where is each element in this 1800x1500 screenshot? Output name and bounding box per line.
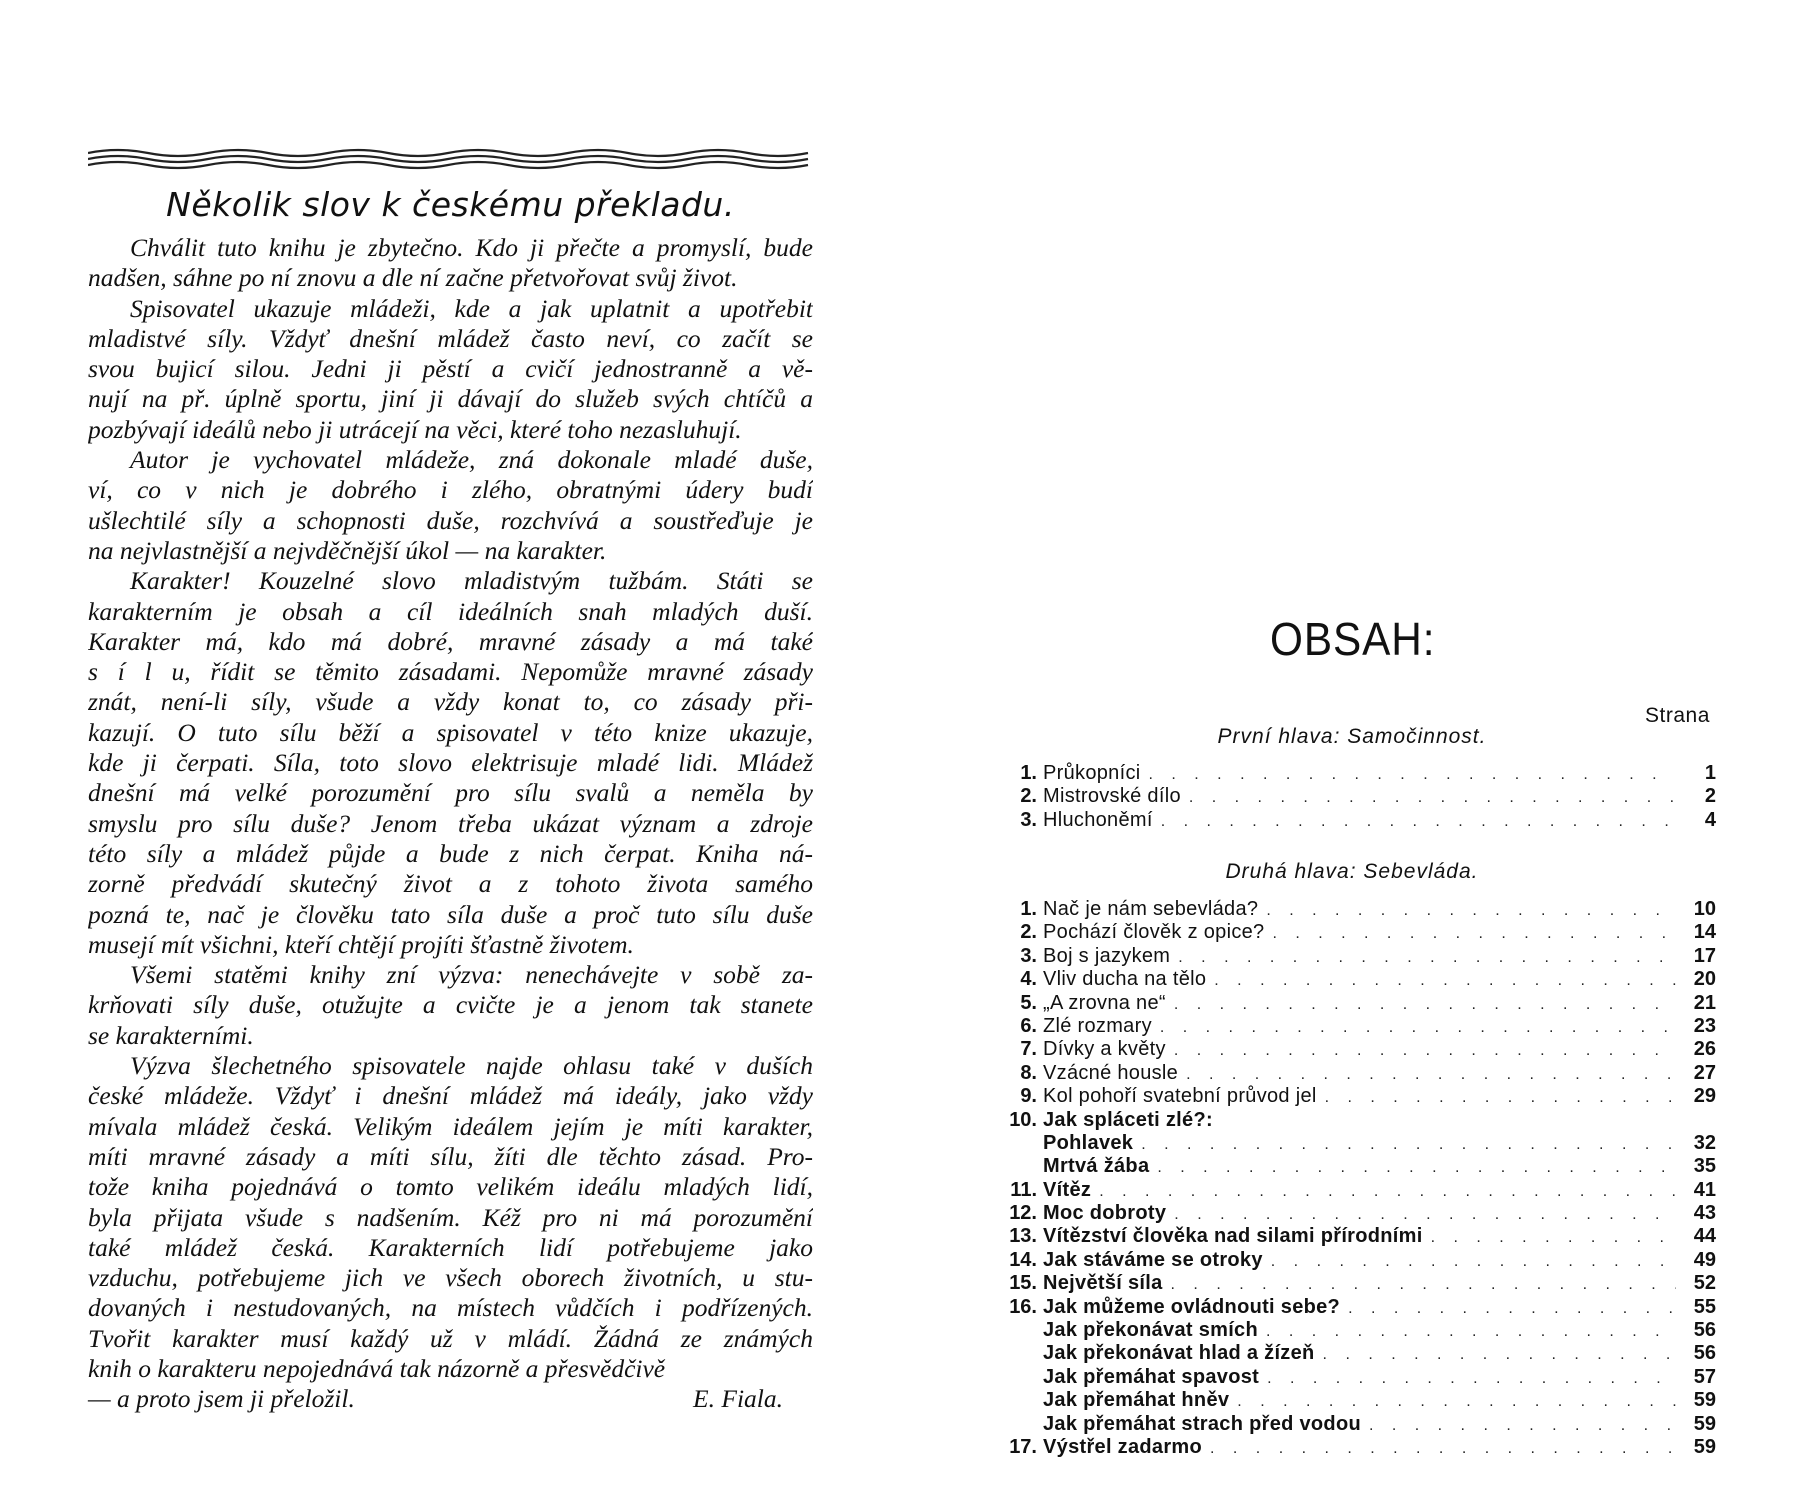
preface-line: s í l u, řídit se těmito zásadami. Nepomůže mravné zásady bbox=[88, 657, 813, 687]
toc-title: Vliv ducha na tělo bbox=[1043, 968, 1207, 991]
toc-page-number: 10 bbox=[1693, 898, 1716, 920]
toc-entry bbox=[995, 1389, 1716, 1412]
toc-page-number: 56 bbox=[1693, 1342, 1716, 1365]
toc-leader-dots bbox=[1267, 1367, 1676, 1390]
toc-title: Jak přemáhat strach před vodou bbox=[1043, 1412, 1361, 1435]
toc-page-number: 17 bbox=[1693, 944, 1716, 967]
toc-page-number: 59 bbox=[1693, 1412, 1716, 1435]
toc-number: 13. bbox=[1009, 1225, 1037, 1248]
preface-line: ušlechtilé síly a schopnosti duše, rozchvívá a soustřeďuje je bbox=[88, 505, 813, 535]
toc-title: Jak překonávat hlad a žízeň bbox=[1043, 1342, 1315, 1365]
toc-number: 11. bbox=[1010, 1178, 1037, 1201]
toc-number: 12. bbox=[1009, 1202, 1037, 1225]
toc-page-number: 59 bbox=[1693, 1389, 1716, 1412]
toc-title: Zlé rozmary bbox=[1043, 1014, 1152, 1037]
toc-entry bbox=[995, 1062, 1716, 1085]
preface-line: zorně předvádí skutečný život a z tohoto života samého bbox=[88, 869, 813, 899]
translator-signature: E. Fiala. bbox=[693, 1384, 783, 1414]
toc-page-number: 23 bbox=[1693, 1014, 1716, 1037]
toc-entry bbox=[995, 1272, 1716, 1295]
toc-title: Průkopníci bbox=[1043, 762, 1141, 784]
toc-number: 10. bbox=[1009, 1108, 1037, 1131]
preface-line: krňovati síly duše, otužujte a cvičte je a jenom tak stanete bbox=[88, 990, 813, 1020]
toc-entry bbox=[995, 1109, 1716, 1132]
toc-entry bbox=[995, 1132, 1716, 1155]
toc-number: 1. bbox=[1020, 898, 1037, 920]
toc-entry bbox=[995, 1015, 1716, 1038]
toc-number: 7. bbox=[1020, 1038, 1037, 1061]
toc-leader-dots bbox=[1178, 946, 1676, 969]
chapter1-toc bbox=[995, 762, 1716, 832]
toc-entry bbox=[995, 1202, 1716, 1225]
preface-line: Výzva šlechetného spisovatele najde ohlasu také v duších bbox=[130, 1051, 813, 1081]
toc-leader-dots bbox=[1323, 1343, 1676, 1366]
toc-title: „A zrovna ne“ bbox=[1043, 991, 1166, 1014]
preface-line: dovaných i nestudovaných, na místech vůdčích i podřízených. bbox=[88, 1293, 813, 1323]
toc-entry bbox=[995, 1179, 1716, 1202]
toc-leader-dots bbox=[1237, 1390, 1676, 1413]
toc-number: 2. bbox=[1020, 785, 1037, 808]
toc-number: 14. bbox=[1009, 1248, 1037, 1271]
toc-page-number: 26 bbox=[1693, 1038, 1716, 1061]
toc-title: Vzácné housle bbox=[1043, 1061, 1179, 1084]
toc-title: Největší síla bbox=[1043, 1272, 1163, 1295]
preface-line: Karakter má, kdo má dobré, mravné zásady a má také bbox=[88, 626, 813, 656]
preface-line: této síly a mládež půjde a bude z nich čerpat. Kniha ná- bbox=[88, 838, 813, 868]
toc-page-number: 44 bbox=[1693, 1225, 1716, 1248]
toc-page-number: 52 bbox=[1693, 1272, 1716, 1295]
closing-line: — a proto jsem ji přeložil. bbox=[88, 1384, 355, 1414]
preface-line: české mládeže. Vždyť i dnešní mládež má ideály, jako vždy bbox=[88, 1081, 813, 1111]
toc-entry bbox=[995, 945, 1716, 968]
chapter1-heading: První hlava: Samočinnost. bbox=[1217, 725, 1487, 748]
toc-page-number: 27 bbox=[1693, 1061, 1716, 1084]
page-column-label: Strana bbox=[1645, 704, 1710, 727]
toc-leader-dots bbox=[1157, 1156, 1676, 1179]
toc-leader-dots bbox=[1210, 1437, 1676, 1460]
toc-page-number: 2 bbox=[1704, 785, 1716, 808]
toc-entry bbox=[995, 992, 1716, 1015]
toc-entry bbox=[995, 1249, 1716, 1272]
toc-number: 3. bbox=[1020, 808, 1037, 831]
toc-number: 15. bbox=[1009, 1272, 1037, 1295]
toc-number: 2. bbox=[1020, 921, 1037, 944]
toc-title: Dívky a květy bbox=[1043, 1038, 1166, 1061]
toc-leader-dots bbox=[1214, 969, 1676, 992]
toc-title: Moc dobroty bbox=[1043, 1202, 1167, 1225]
toc-page-number: 35 bbox=[1693, 1155, 1716, 1178]
toc-leader-dots bbox=[1266, 1320, 1676, 1343]
preface-line: dnešní má velké porozumění pro sílu svalů a neměla by bbox=[88, 778, 813, 808]
toc-page-number: 21 bbox=[1693, 991, 1716, 1014]
preface-line: nadšen, sáhne po ní znovu a dle ní začne přetvořovat svůj život. bbox=[88, 263, 738, 293]
preface-line: se karakterními. bbox=[88, 1020, 254, 1050]
preface-line: karakterním je obsah a cíl ideálních snah mladých duší. bbox=[88, 596, 813, 626]
toc-title: Pochází člověk z opice? bbox=[1043, 921, 1265, 944]
chapter2-heading: Druhá hlava: Sebevláda. bbox=[1225, 860, 1479, 883]
preface-line: vzduchu, potřebujeme jich ve všech oborech životních, u stu- bbox=[88, 1263, 813, 1293]
toc-leader-dots bbox=[1174, 993, 1676, 1016]
preface-line: pozná te, nač je člověku tato síla duše a proč tuto sílu duše bbox=[88, 899, 813, 929]
contents-title: OBSAH: bbox=[1270, 613, 1436, 665]
preface-line: kde ji čerpati. Síla, toto slovo elektrisuje mladé lidi. Mládež bbox=[88, 748, 813, 778]
toc-title: Jak stáváme se otroky bbox=[1043, 1248, 1263, 1271]
toc-page-number: 43 bbox=[1693, 1202, 1716, 1225]
preface-line: knih o karakteru nepojednává tak názorně a přesvědčivě bbox=[88, 1353, 666, 1383]
toc-page-number: 20 bbox=[1693, 968, 1716, 991]
preface-line: také mládež česká. Karakterních lidí potřebujeme jako bbox=[88, 1232, 813, 1262]
toc-entry bbox=[995, 1225, 1716, 1248]
preface-line: Chválit tuto knihu je zbytečno. Kdo ji přečte a promyslí, bude bbox=[130, 233, 813, 262]
toc-page-number: 1 bbox=[1704, 762, 1716, 784]
toc-number: 8. bbox=[1020, 1061, 1037, 1084]
closing-row bbox=[88, 1384, 813, 1414]
toc-entry bbox=[995, 1436, 1716, 1459]
preface-line: znát, není-li síly, všude a vždy konat to, co zásady při- bbox=[88, 687, 813, 717]
toc-leader-dots bbox=[1174, 1039, 1676, 1062]
toc-leader-dots bbox=[1266, 899, 1676, 922]
toc-page-number: 49 bbox=[1693, 1248, 1716, 1271]
toc-entry bbox=[995, 1155, 1716, 1178]
preface-line: svou bujicí silou. Jedni ji pěstí a cvičí jednostranně a vě- bbox=[88, 354, 813, 384]
toc-entry bbox=[995, 1296, 1716, 1319]
toc-entry bbox=[995, 1085, 1716, 1108]
preface-line: Všemi statěmi knihy zní výzva: nenechávejte v sobě za- bbox=[130, 960, 813, 990]
toc-leader-dots bbox=[1160, 1016, 1676, 1039]
preface-line: ví, co v nich je dobrého i zlého, obratnými údery budí bbox=[88, 475, 813, 505]
preface-line: Karakter! Kouzelné slovo mladistvým tužbám. Státi se bbox=[130, 566, 813, 596]
preface-line: na nejvlastnější a nejvděčnější úkol — na karakter. bbox=[88, 535, 607, 565]
toc-leader-dots bbox=[1186, 1063, 1676, 1086]
toc-number: 4. bbox=[1020, 968, 1037, 991]
toc-number: 9. bbox=[1020, 1085, 1037, 1108]
preface-body bbox=[88, 233, 813, 1415]
toc-page-number: 57 bbox=[1693, 1365, 1716, 1388]
toc-entry bbox=[995, 785, 1716, 808]
toc-title: Mrtvá žába bbox=[1043, 1155, 1150, 1178]
preface-line: Spisovatel ukazuje mládeži, kde a jak uplatnit a upotřebit bbox=[130, 293, 813, 323]
toc-leader-dots bbox=[1141, 1133, 1676, 1156]
toc-title: Nač je nám sebevláda? bbox=[1043, 898, 1259, 920]
toc-entry bbox=[995, 898, 1716, 921]
toc-leader-dots bbox=[1171, 1273, 1676, 1296]
preface-line: Tvořit karakter musí každý už v mládí. Žádná ze známých bbox=[88, 1323, 813, 1353]
toc-entry bbox=[995, 1413, 1716, 1436]
toc-number: 16. bbox=[1009, 1295, 1037, 1318]
toc-entry bbox=[995, 1366, 1716, 1389]
toc-leader-dots bbox=[1149, 763, 1677, 786]
toc-number: 6. bbox=[1020, 1014, 1037, 1037]
toc-number: 1. bbox=[1020, 762, 1037, 784]
toc-title: Jak překonávat smích bbox=[1043, 1319, 1258, 1342]
chapter2-toc bbox=[995, 898, 1716, 1459]
toc-entry bbox=[995, 1342, 1716, 1365]
toc-entry bbox=[995, 762, 1716, 785]
toc-title: Jak můžeme ovládnouti sebe? bbox=[1043, 1295, 1341, 1318]
toc-entry bbox=[995, 1038, 1716, 1061]
toc-entry bbox=[995, 1319, 1716, 1342]
toc-leader-dots bbox=[1174, 1203, 1676, 1226]
toc-number: 17. bbox=[1009, 1435, 1037, 1458]
toc-leader-dots bbox=[1272, 922, 1676, 945]
toc-title: Vítěz bbox=[1043, 1178, 1092, 1201]
preface-line: Autor je vychovatel mládeže, zná dokonale mladé duše, bbox=[130, 445, 813, 475]
toc-page-number: 56 bbox=[1693, 1319, 1716, 1342]
toc-entry bbox=[995, 921, 1716, 944]
toc-title: Výstřel zadarmo bbox=[1043, 1435, 1203, 1458]
preface-line: nují na př. úplně sportu, jiní ji dávají do služeb svých chtíčů a bbox=[88, 384, 813, 414]
toc-page-number: 14 bbox=[1693, 921, 1716, 944]
preface-line: smyslu pro sílu duše? Jenom třeba ukázat význam a zdroje bbox=[88, 808, 813, 838]
toc-number: 3. bbox=[1020, 944, 1037, 967]
toc-title: Jak přemáhat hněv bbox=[1043, 1389, 1230, 1412]
preface-line: musejí mít všichni, kteří chtějí projíti šťastně životem. bbox=[88, 929, 634, 959]
preface-title: Několik slov k českému překladu. bbox=[166, 185, 735, 224]
preface-line: byla přijata všude s nadšením. Kéž pro ni má porozumění bbox=[88, 1202, 813, 1232]
decorative-wavy-rule bbox=[88, 145, 813, 173]
preface-line: mívala mládež česká. Velikým ideálem jejím je míti karakter, bbox=[88, 1111, 813, 1141]
toc-entry bbox=[995, 809, 1716, 832]
toc-title: Hluchoněmí bbox=[1043, 808, 1153, 831]
toc-title: Vítězství člověka nad silami přírodními bbox=[1043, 1225, 1423, 1248]
toc-page-number: 55 bbox=[1693, 1295, 1716, 1318]
preface-line: míti mravné zásady a míti sílu, žíti dle těchto zásad. Pro- bbox=[88, 1141, 813, 1171]
preface-line: pozbývají ideálů nebo ji utrácejí na věci, které toho nezasluhují. bbox=[88, 414, 742, 444]
toc-page-number: 59 bbox=[1693, 1435, 1716, 1458]
toc-title: Jak spláceti zlé?: bbox=[1043, 1108, 1213, 1131]
toc-title: Jak přemáhat spavost bbox=[1043, 1365, 1260, 1388]
toc-title: Boj s jazykem bbox=[1043, 944, 1171, 967]
toc-leader-dots bbox=[1369, 1414, 1676, 1437]
toc-page-number: 29 bbox=[1693, 1085, 1716, 1108]
toc-leader-dots bbox=[1325, 1086, 1676, 1109]
toc-leader-dots bbox=[1189, 786, 1676, 809]
toc-leader-dots bbox=[1099, 1180, 1676, 1203]
toc-page-number: 32 bbox=[1693, 1131, 1716, 1154]
toc-title: Mistrovské dílo bbox=[1043, 785, 1181, 808]
toc-leader-dots bbox=[1161, 810, 1676, 833]
toc-entry bbox=[995, 968, 1716, 991]
preface-line: mladistvé síly. Vždyť dnešní mládež často neví, co začít se bbox=[88, 323, 813, 353]
preface-line: tože kniha pojednává o tomto velikém ideálu mladých lidí, bbox=[88, 1172, 813, 1202]
toc-leader-dots bbox=[1348, 1297, 1676, 1320]
toc-title: Kol pohoří svatební průvod jel bbox=[1043, 1085, 1317, 1108]
toc-page-number: 4 bbox=[1704, 808, 1716, 831]
toc-leader-dots bbox=[1271, 1250, 1676, 1273]
toc-page-number: 41 bbox=[1693, 1178, 1716, 1201]
preface-line: kazují. O tuto sílu běží a spisovatel v této knize ukazuje, bbox=[88, 717, 813, 747]
toc-number: 5. bbox=[1020, 991, 1037, 1014]
toc-leader-dots bbox=[1431, 1226, 1676, 1249]
toc-title: Pohlavek bbox=[1043, 1131, 1134, 1154]
